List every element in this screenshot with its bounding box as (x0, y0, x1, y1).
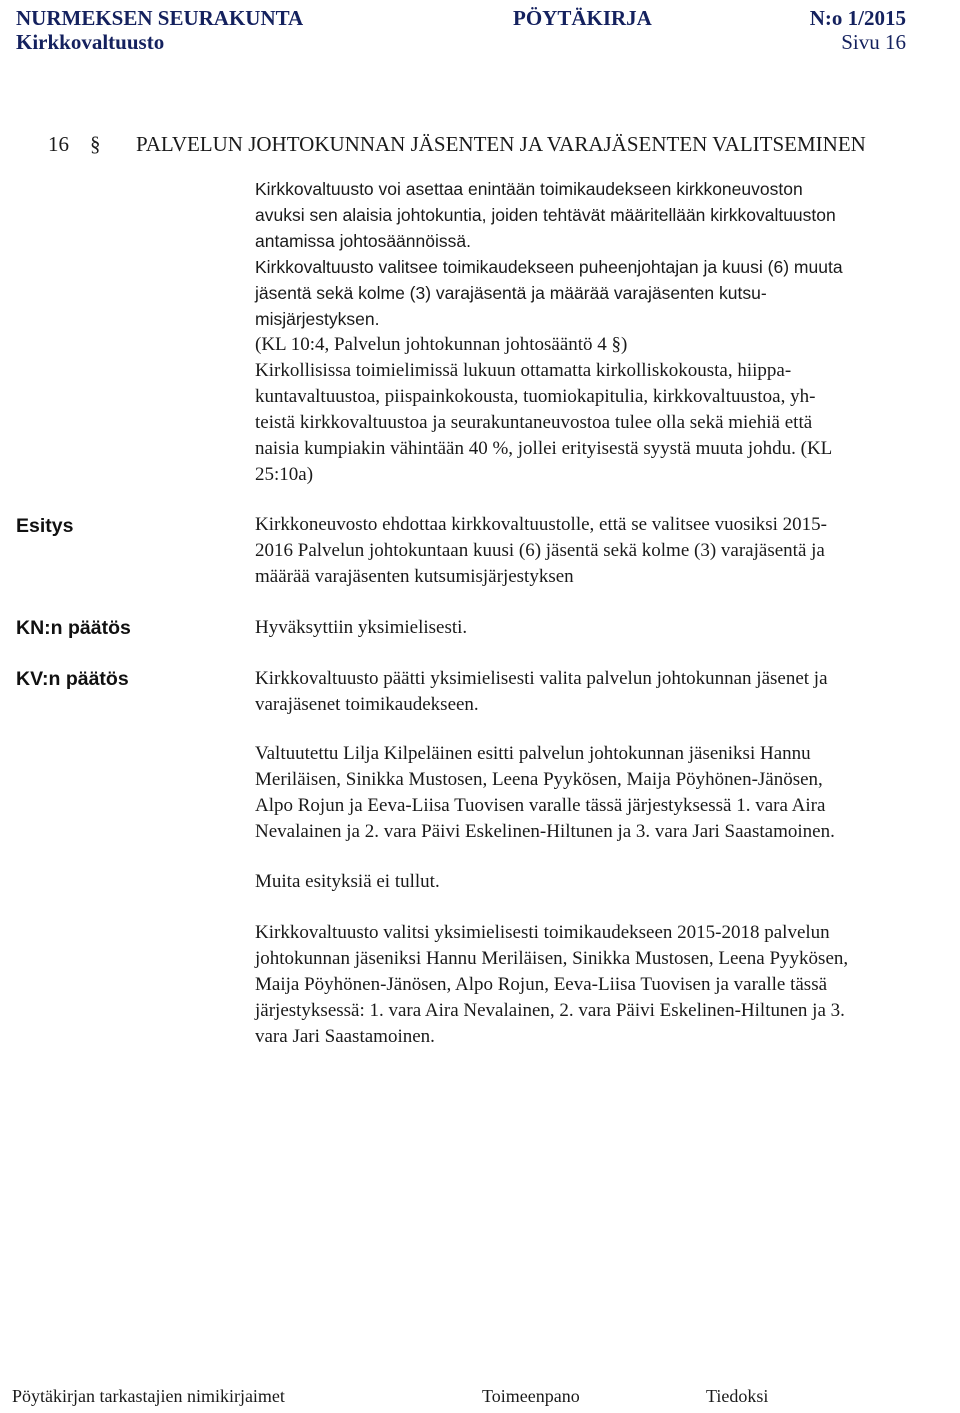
kv-line: Maija Pöyhönen-Jänösen, Alpo Rojun, Eeva-Liisa Tuovisen ja varalle tässä (255, 974, 828, 995)
proposal-line: määrää varajäsenten kutsumisjärjestyksen (255, 566, 574, 587)
footer-signatures: Pöytäkirjan tarkastajien nimikirjaimet (12, 1386, 285, 1406)
document-number: N:o 1/2015 (809, 6, 906, 30)
section-mark: § (90, 132, 101, 156)
kv-decision-paragraph-2 (255, 741, 945, 845)
kv-line: varajäsenet toimikaudekseen. (255, 694, 479, 715)
kv-decision-label: KV:n päätös (16, 668, 129, 690)
kv-decision-paragraph-3 (255, 869, 945, 895)
section-title: PALVELUN JOHTOKUNNAN JÄSENTEN JA VARAJÄSENTEN VALITSEMINEN (136, 132, 866, 156)
kv-line: Alpo Rojun ja Eeva-Liisa Tuovisen varalle tässä järjestyksessä 1. vara Aira (255, 795, 826, 816)
intro-line: Kirkkovaltuusto valitsee toimikaudekseen puheenjohtajan ja kuusi (6) muuta (255, 257, 843, 277)
law-line: kuntavaltuustoa, piispainkokousta, tuomiokapitulia, kirkkovaltuustoa, yh- (255, 386, 816, 407)
governing-body: Kirkkovaltuusto (16, 30, 165, 54)
kn-decision-label: KN:n päätös (16, 617, 131, 639)
kv-line: Nevalainen ja 2. vara Päivi Eskelinen-Hiltunen ja 3. vara Jari Saastamoinen. (255, 821, 835, 842)
kn-decision-text (255, 615, 945, 641)
kn-decision-line: Hyväksyttiin yksimielisesti. (255, 617, 468, 638)
kv-line: vara Jari Saastamoinen. (255, 1026, 435, 1047)
kv-line: Kirkkovaltuusto päätti yksimielisesti valita palvelun johtokunnan jäsenet ja (255, 668, 828, 689)
intro-line: Kirkkovaltuusto voi asettaa enintään toimikaudekseen kirkkoneuvoston (255, 179, 803, 199)
kv-decision-paragraph-4 (255, 920, 945, 1050)
law-paragraph (255, 332, 945, 488)
parish-name: NURMEKSEN SEURAKUNTA (16, 6, 304, 30)
proposal-line: 2016 Palvelun johtokuntaan kuusi (6) jäsentä sekä kolme (3) varajäsentä ja (255, 540, 825, 561)
law-line: teistä kirkkovaltuustoa ja seurakuntaneuvostoa tulee olla sekä miehiä että (255, 412, 813, 433)
law-line: Kirkollisissa toimielimissä lukuun ottamatta kirkolliskokousta, hiippa- (255, 360, 792, 381)
kv-line: Kirkkovaltuusto valitsi yksimielisesti toimikaudekseen 2015-2018 palvelun (255, 922, 830, 943)
proposal-text (255, 512, 945, 590)
law-line: (KL 10:4, Palvelun johtokunnan johtosääntö 4 §) (255, 334, 628, 355)
intro-paragraph (255, 176, 945, 332)
page-number: Sivu 16 (841, 30, 906, 54)
kv-line: Muita esityksiä ei tullut. (255, 871, 440, 892)
footer-notices: Tiedoksi (706, 1386, 769, 1406)
law-line: 25:10a) (255, 464, 314, 485)
kv-line: johtokunnan jäseniksi Hannu Meriläisen, Sinikka Mustosen, Leena Pyykösen, (255, 948, 849, 969)
intro-line: antamissa johtosäännöissä. (255, 231, 471, 251)
kv-decision-paragraph-1 (255, 666, 945, 718)
intro-line: avuksi sen alaisia johtokuntia, joiden tehtävät määritellään kirkkovaltuuston (255, 205, 836, 225)
proposal-line: Kirkkoneuvosto ehdottaa kirkkovaltuustolle, että se valitsee vuosiksi 2015- (255, 514, 828, 535)
proposal-label: Esitys (16, 515, 74, 537)
kv-line: Valtuutettu Lilja Kilpeläinen esitti palvelun johtokunnan jäseniksi Hannu (255, 743, 811, 764)
section-number: 16 (48, 132, 69, 156)
intro-line: misjärjestyksen. (255, 309, 380, 329)
document-type: PÖYTÄKIRJA (513, 6, 652, 30)
intro-line: jäsentä sekä kolme (3) varajäsentä ja määrää varajäsenten kutsu- (255, 283, 767, 303)
law-line: naisia kumpiakin vähintään 40 %, jollei erityisestä syystä muuta johdu. (KL (255, 438, 833, 459)
footer-execution: Toimeenpano (482, 1386, 580, 1406)
kv-line: järjestyksessä: 1. vara Aira Nevalainen, 2. vara Päivi Eskelinen-Hiltunen ja 3. (255, 1000, 845, 1021)
kv-line: Meriläisen, Sinikka Mustosen, Leena Pyykösen, Maija Pöyhönen-Jänösen, (255, 769, 823, 790)
